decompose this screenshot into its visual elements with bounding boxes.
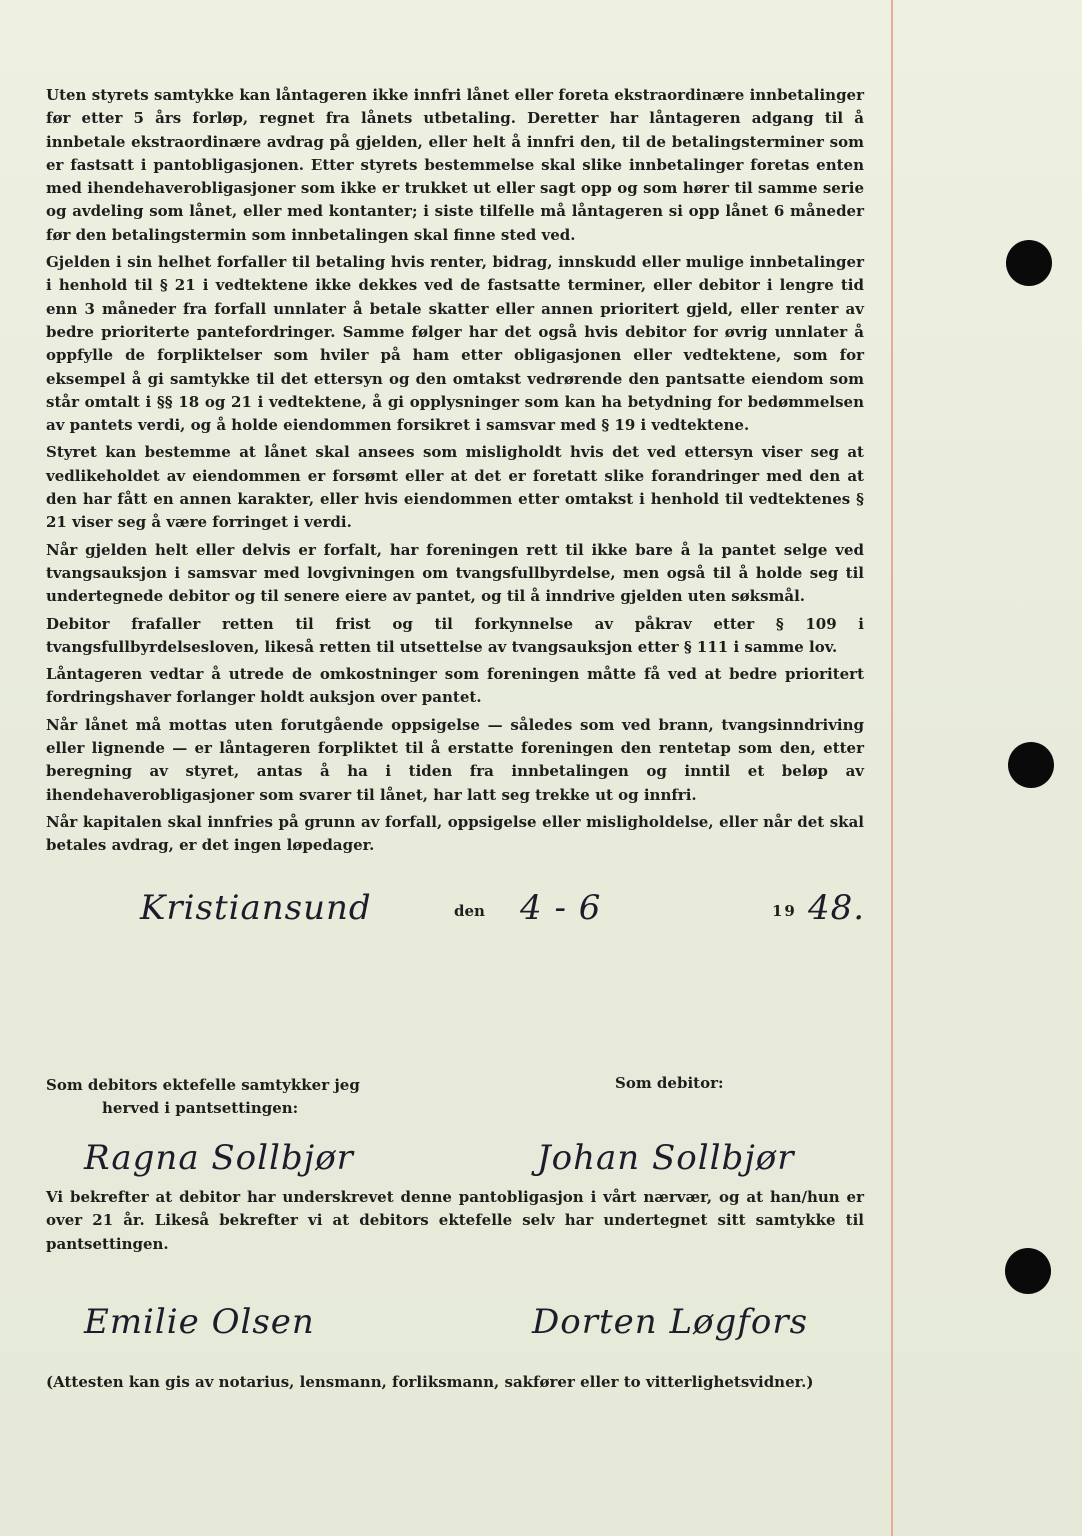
- spouse-consent-line: Som debitors ektefelle samtykker jeg: [46, 1076, 360, 1094]
- year-prefix: 19: [772, 902, 797, 920]
- place-and-date: [140, 888, 880, 932]
- paragraph: Når kapitalen skal innfries på grunn av forfall, oppsigelse eller misligholdelse, eller når det skal betales avdrag, er det ingen løpedager.: [46, 812, 864, 855]
- signature-debtor: Johan Sollbjør: [537, 1138, 795, 1178]
- paragraph: Gjelden i sin helhet forfaller til betaling hvis renter, bidrag, innskudd eller mulige innbetalinger i henhold til § 21 i vedtektene ikke dekkes ved de fastsatte terminer, eller debitor i lengre tid enn 3 måneder fra forfall unnlater å betale skatter eller annen prioritert gjeld, eller renter av bedre prioriterte pantefordringer. Samme følger har det også hvis debitor for øvrig unnlater å oppfylle de forpliktelser som hviler på ham etter obligasjonen eller vedtektene, som for eksempel å gi samtykke til det ettersyn og den omtakst vedrørende den pantsatte eiendom som står omtalt i §§ 18 og 21 i vedtektene, å gi opplysninger som kan ha betydning for bedømmelsen av pantets verdi, og å holde eiendommen forsikret i samsvar med § 19 i vedtektene.: [46, 253, 864, 435]
- paragraph: Uten styrets samtykke kan låntageren ikke innfri lånet eller foreta ekstraordinære innbetalinger før etter 5 års forløp, regnet fra lånets utbetaling. Deretter har låntageren adgang til å innbetale ekstraordinære avdrag på gjelden, eller helt å innfri den, til de betalingsterminer som er fastsatt i pantobligasjonen. Etter styrets bestemmelse skal slike innbetalinger foretas enten med ihendehaverobligasjoner som ikke er trukket ut eller sagt opp og som hører til samme serie og avdeling som lånet, eller med kontanter; i siste tilfelle må låntageren si opp lånet 6 måneder før den betalingstermin som innbetalingen skal finne sted ved.: [46, 86, 864, 244]
- paragraph: Låntageren vedtar å utrede de omkostninger som foreningen måtte få ved at bedre prioritert fordringshaver forlanger holdt auksjon over pantet.: [46, 665, 864, 707]
- year-handwritten: 48.: [808, 888, 866, 928]
- witness-confirmation: Vi bekrefter at debitor har underskrevet denne pantobligasjon i vårt nærvær, og at han/hun er over 21 år. Likeså bekrefter vi at debitors ektefelle selv har undertegnet sitt samtykke til pantsettingen.: [46, 1188, 864, 1253]
- signature-spouse: Ragna Sollbjør: [84, 1138, 354, 1178]
- signature-witness-1: Emilie Olsen: [84, 1302, 315, 1342]
- punch-hole: [1005, 1248, 1051, 1294]
- punch-hole: [1008, 742, 1054, 788]
- date-handwritten: 4 - 6: [520, 888, 602, 928]
- paragraph: Styret kan bestemme at lånet skal ansees som misligholdt hvis det ved ettersyn viser seg at vedlikeholdet av eiendommen er forsømt eller at det er foretatt slike forandringer med den at den har fått en annen karakter, eller hvis eiendommen etter omtakst i henhold til vedtektenes § 21 viser seg å være forringet i verdi.: [46, 443, 864, 532]
- attestation-note: (Attesten kan gis av notarius, lensmann, forliksmann, sakfører eller to vitterlighetsvidner.): [46, 1373, 814, 1391]
- terms-text: [46, 84, 864, 862]
- debtor-label: Som debitor:: [615, 1074, 724, 1092]
- den-label: den: [454, 902, 485, 920]
- paragraph: Når gjelden helt eller delvis er forfalt, har foreningen rett til ikke bare å la pantet selge ved tvangsauksjon i samsvar med lovgivningen om tvangsfullbyrdelse, men også til å holde seg til undertegnede debitor og til senere eiere av pantet, og til å inndrive gjelden uten søksmål.: [46, 540, 864, 606]
- red-margin-line: [891, 0, 893, 1536]
- paragraph: Når lånet må mottas uten forutgående oppsigelse — således som ved brann, tvangsinndriving eller lignende — er låntageren forpliktet til å erstatte foreningen den rentetap som den, etter beregning av styret, antas å ha i tiden fra innbetalingen og inntil et beløp av ihendehaverobligasjoner som svarer til lånet, har latt seg trekke ut og innfri.: [46, 715, 864, 804]
- place-handwritten: Kristiansund: [140, 888, 372, 928]
- spouse-consent: [46, 1074, 360, 1120]
- signature-witness-2: Dorten Løgfors: [532, 1302, 809, 1342]
- spouse-consent-line: herved i pantsettingen:: [102, 1099, 299, 1117]
- punch-hole: [1006, 240, 1052, 286]
- paragraph: Debitor frafaller retten til frist og til forkynnelse av påkrav etter § 109 i tvangsfullbyrdelsesloven, likeså retten til utsettelse av tvangsauksjon etter § 111 i samme lov.: [46, 614, 864, 656]
